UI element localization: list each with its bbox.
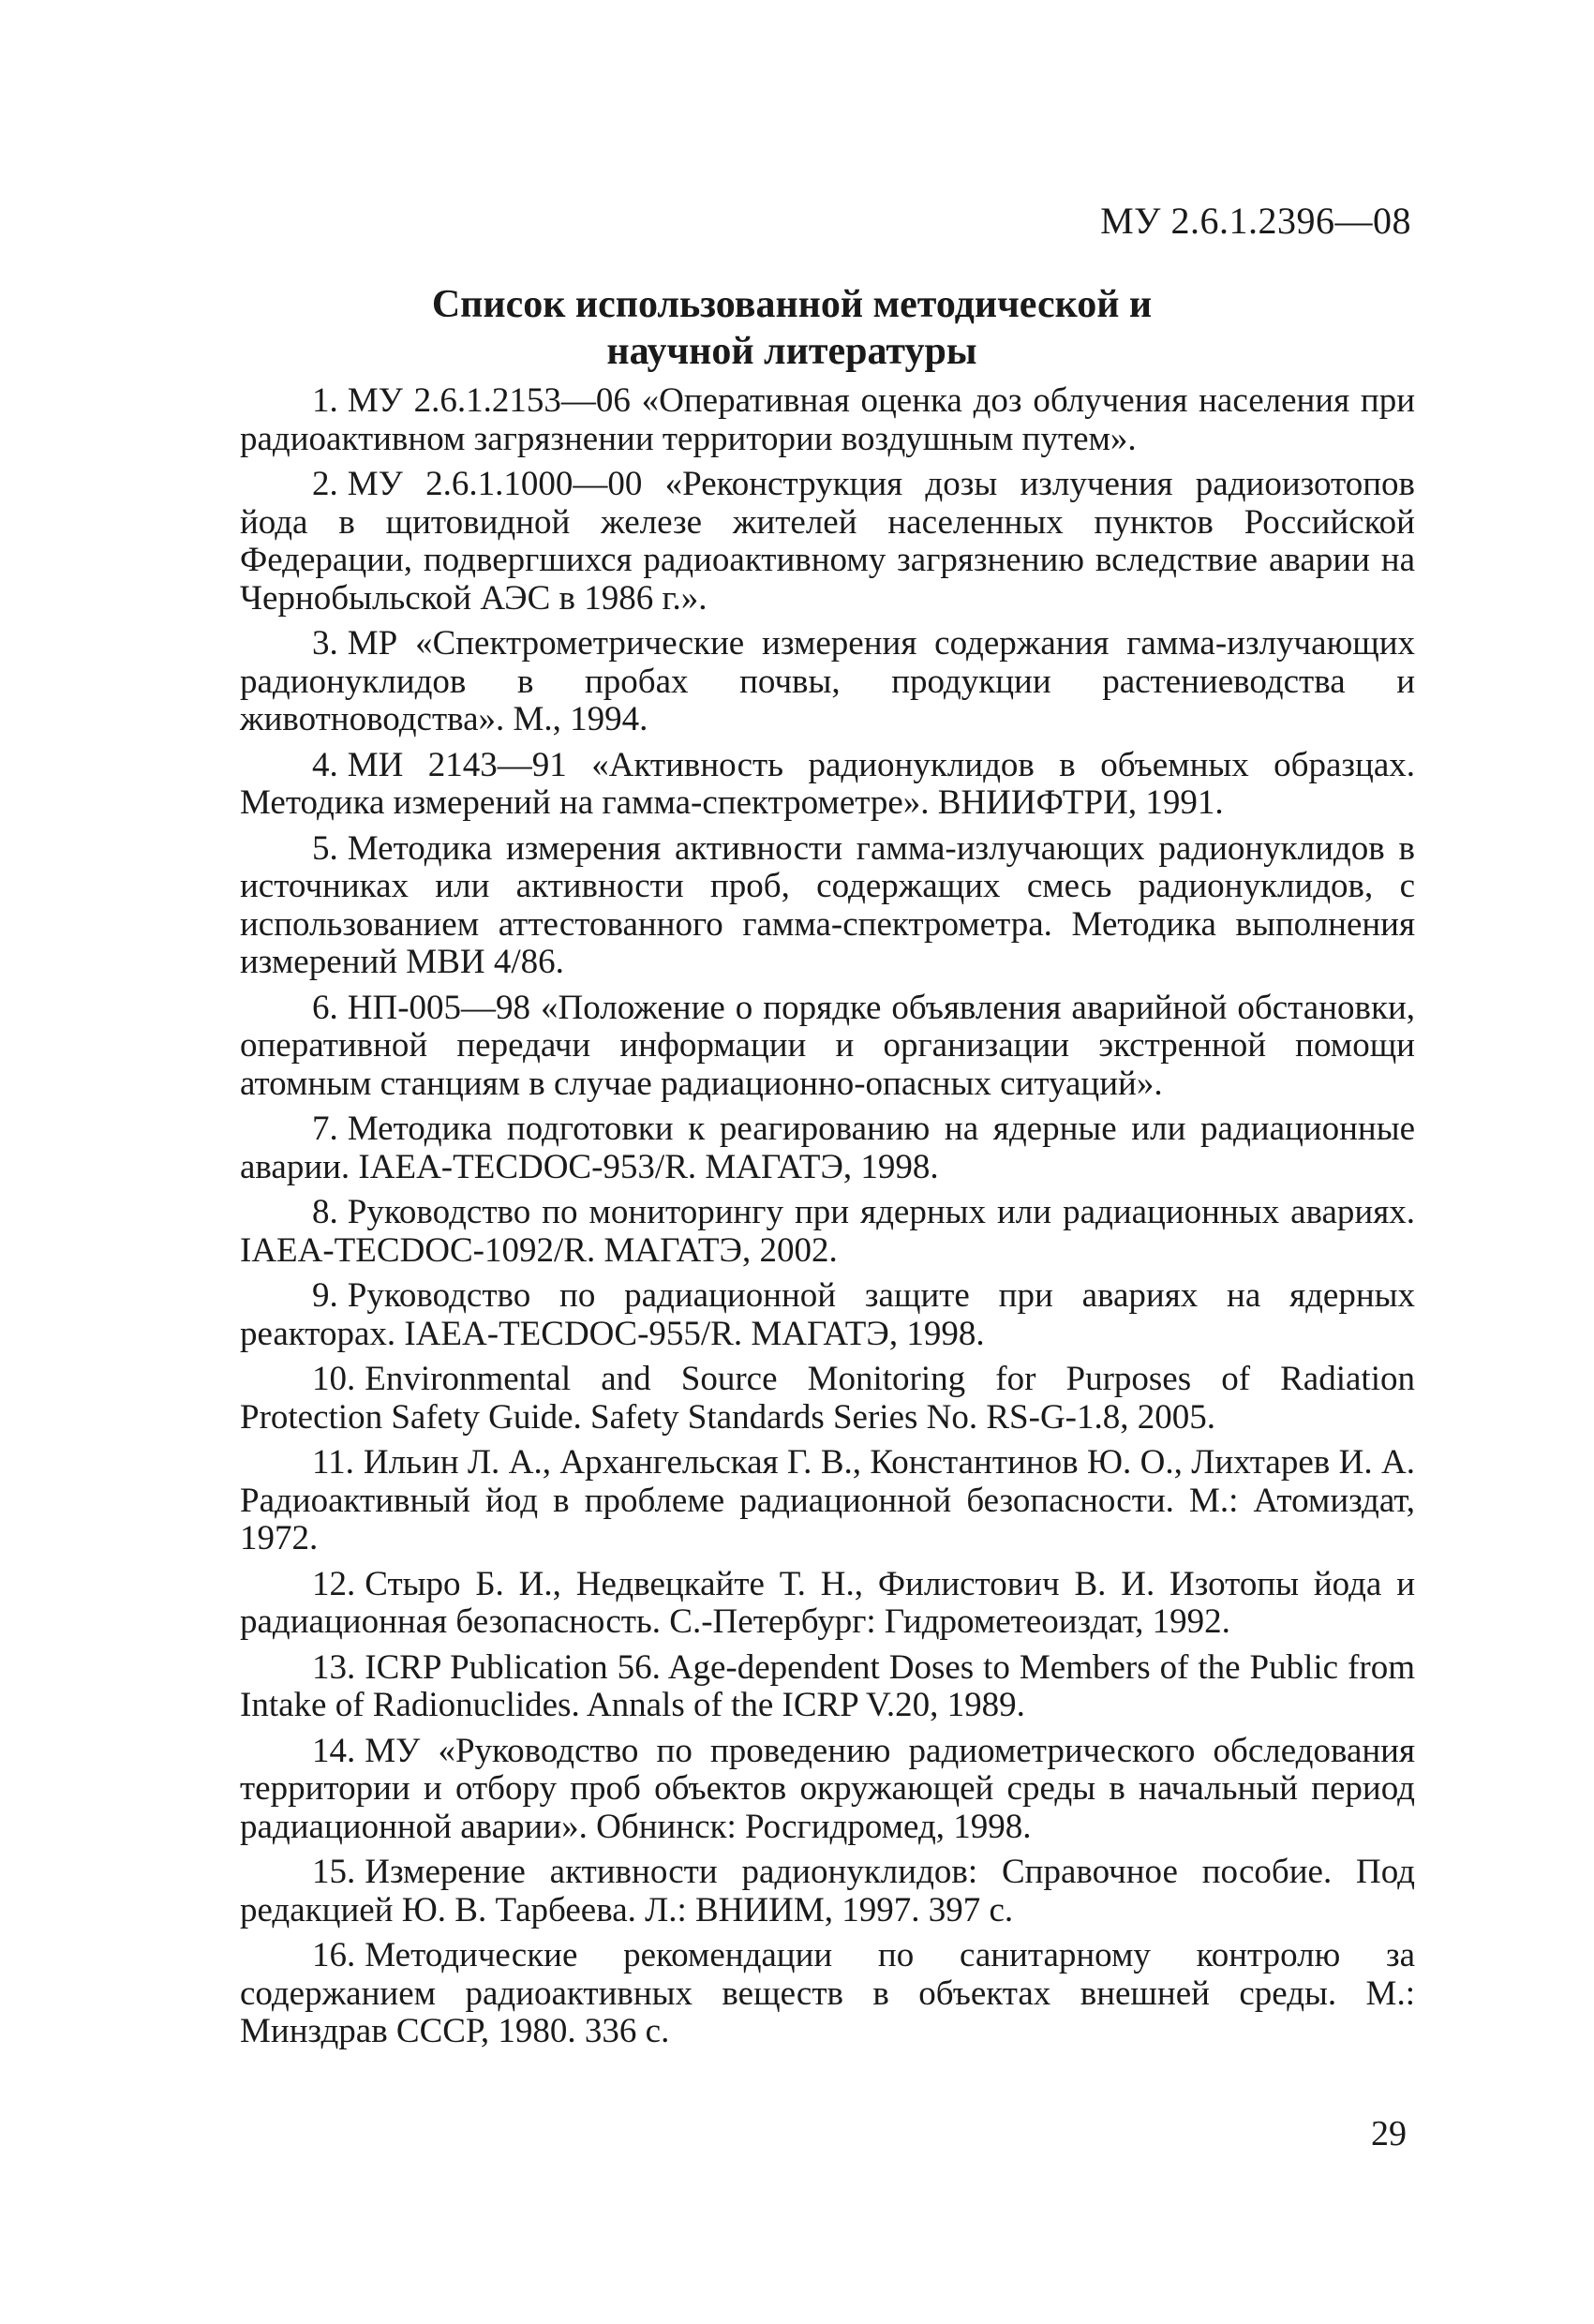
reference-number: 15. bbox=[312, 1853, 356, 1891]
reference-number: 10. bbox=[312, 1360, 356, 1398]
reference-item-15 bbox=[240, 1854, 1415, 1929]
reference-text: Измерение активности радионуклидов: Справочное пособие. Под редакцией Ю. В. Тарбеева. Л.: ВНИИМ, 1997. 397 с. bbox=[240, 1853, 1415, 1929]
reference-item-14 bbox=[240, 1733, 1415, 1847]
page-number: 29 bbox=[1371, 2114, 1407, 2153]
reference-text: Environmental and Source Monitoring for Purposes of Radiation Protection Safety Guide. Safety Standards Series No. RS-G-1.8, 2005. bbox=[240, 1360, 1415, 1437]
reference-number: 3. bbox=[312, 624, 338, 663]
reference-item-11 bbox=[240, 1444, 1415, 1558]
reference-text: ICRP Publication 56. Age-dependent Doses to Members of the Public from Intake of Radionuclides. Annals of the ICRP V.20, 1989. bbox=[240, 1647, 1415, 1724]
reference-number: 8. bbox=[312, 1193, 338, 1231]
reference-number: 14. bbox=[312, 1731, 356, 1770]
page-title-line-2: научной литературы bbox=[606, 330, 977, 373]
reference-item-8 bbox=[240, 1194, 1415, 1270]
reference-text: Методические рекомендации по санитарному контролю за содержанием радиоактивных веществ в объектах внешней среды. М.: Минздрав СССР, 1980. 336 с. bbox=[240, 1936, 1415, 2050]
reference-item-4 bbox=[240, 747, 1415, 823]
reference-number: 16. bbox=[312, 1936, 356, 1974]
reference-number: 12. bbox=[312, 1564, 356, 1603]
reference-text: МУ 2.6.1.1000—00 «Реконструкция дозы излучения радиоизотопов йода в щитовидной железе жителей населенных пунктов Российской Федерации, подвергшихся радиоактивному загрязнению вследствие аварии на Чернобыльской АЭС в 1986 г.». bbox=[240, 465, 1415, 618]
reference-text: Методика измерения активности гамма-излучающих радионуклидов в источниках или активности проб, содержащих смесь радионуклидов, с использованием аттестованного гамма-спектрометра. Методика выполнения измерений МВИ 4/86. bbox=[240, 828, 1415, 981]
reference-item-1 bbox=[240, 382, 1415, 458]
reference-text: Руководство по мониторингу при ядерных или радиационных авариях. IAEA-TECDOC-1092/R. МАГАТЭ, 2002. bbox=[240, 1193, 1415, 1270]
page-title bbox=[248, 281, 1335, 375]
reference-item-9 bbox=[240, 1277, 1415, 1353]
document-code: МУ 2.6.1.2396—08 bbox=[1100, 200, 1411, 242]
reference-text: НП-005—98 «Положение о порядке объявления аварийной обстановки, оперативной передачи информации и организации экстренной помощи атомным станциям в случае радиационно-опасных ситуаций». bbox=[240, 988, 1415, 1103]
reference-text: МУ «Руководство по проведению радиометрического обследования территории и отбору проб объектов окружающей среды в начальный период радиационной аварии». Обнинск: Росгидромед, 1998. bbox=[240, 1731, 1415, 1846]
reference-number: 5. bbox=[312, 828, 338, 868]
reference-text: МИ 2143—91 «Активность радионуклидов в объемных образцах. Методика измерений на гамма-спектрометре». ВНИИФТРИ, 1991. bbox=[240, 745, 1415, 822]
reference-number: 1. bbox=[312, 381, 338, 420]
reference-item-12 bbox=[240, 1566, 1415, 1642]
reference-item-10 bbox=[240, 1361, 1415, 1437]
reference-text: Методика подготовки к реагированию на ядерные или радиационные аварии. IAEA-TECDOC-953/R. МАГАТЭ, 1998. bbox=[240, 1110, 1415, 1186]
page-title-line-1: Список использованной методической и bbox=[431, 283, 1153, 326]
reference-number: 2. bbox=[312, 465, 338, 503]
reference-number: 11. bbox=[312, 1443, 354, 1482]
reference-number: 6. bbox=[312, 988, 338, 1027]
reference-number: 4. bbox=[312, 745, 338, 784]
reference-item-13 bbox=[240, 1649, 1415, 1725]
reference-item-7 bbox=[240, 1110, 1415, 1186]
reference-item-3 bbox=[240, 625, 1415, 739]
reference-number: 9. bbox=[312, 1276, 338, 1315]
reference-text: МУ 2.6.1.2153—06 «Оперативная оценка доз облучения населения при радиоактивном загрязнении территории воздушным путем». bbox=[240, 381, 1415, 458]
reference-item-16 bbox=[240, 1937, 1415, 2051]
reference-item-5 bbox=[240, 830, 1415, 982]
reference-text: Ильин Л. А., Архангельская Г. В., Константинов Ю. О., Лихтарев И. А. Радиоактивный йод в проблеме радиационной безопасности. М.: Атомиздат, 1972. bbox=[240, 1443, 1415, 1557]
reference-text: Стыро Б. И., Недвецкайте Т. Н., Филистович В. И. Изотопы йода и радиационная безопасность. С.-Петербург: Гидрометеоиздат, 1992. bbox=[240, 1564, 1415, 1641]
reference-item-6 bbox=[240, 990, 1415, 1104]
reference-number: 13. bbox=[312, 1647, 356, 1687]
reference-item-2 bbox=[240, 466, 1415, 618]
reference-text: Руководство по радиационной защите при авариях на ядерных реакторах. IAEA-TECDOC-955/R. МАГАТЭ, 1998. bbox=[240, 1276, 1415, 1353]
reference-text: МР «Спектрометрические измерения содержания гамма-излучающих радионуклидов в пробах почвы, продукции растениеводства и животноводства». М., 1994. bbox=[240, 624, 1415, 738]
reference-number: 7. bbox=[312, 1110, 338, 1148]
reference-list bbox=[240, 382, 1415, 2059]
